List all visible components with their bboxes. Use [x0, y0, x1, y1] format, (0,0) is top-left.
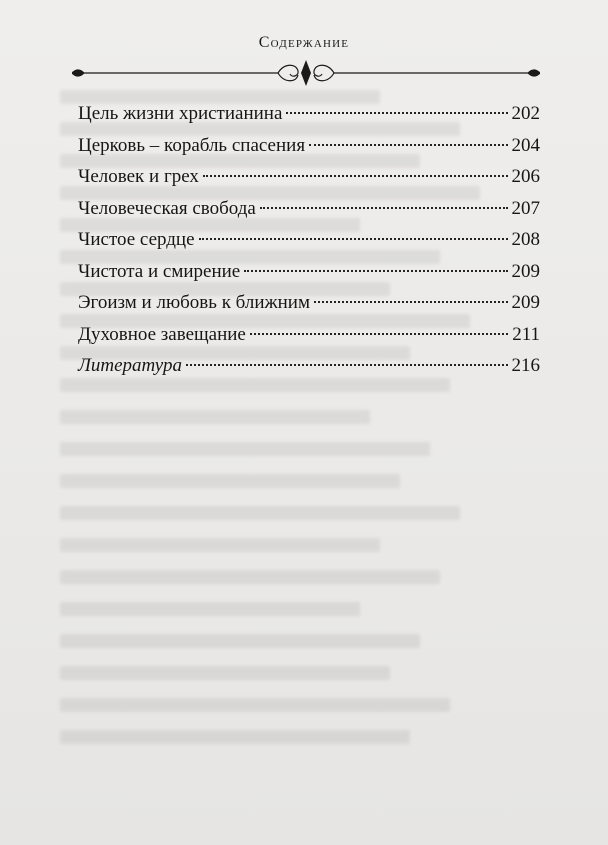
ornamental-divider-icon: [72, 58, 540, 88]
toc-entry-page: 209: [511, 292, 540, 313]
toc-entry[interactable]: [78, 98, 540, 130]
table-of-contents: [78, 98, 540, 382]
toc-entry-title: Человек и грех: [78, 166, 199, 187]
toc-entry[interactable]: [78, 350, 540, 382]
toc-leader-dots: [309, 144, 507, 146]
toc-entry-title: Эгоизм и любовь к ближним: [78, 292, 310, 313]
toc-entry-page: 204: [511, 134, 540, 156]
toc-entry-title: Чистота и смирение: [78, 260, 241, 282]
toc-leader-dots: [260, 207, 508, 209]
toc-entry-page: 207: [511, 197, 540, 219]
toc-entry-page: 211: [512, 323, 540, 345]
toc-entry-page: 202: [511, 103, 540, 124]
toc-entry-title: Литература: [78, 355, 182, 376]
toc-leader-dots: [186, 364, 508, 366]
toc-entry[interactable]: [78, 287, 540, 319]
toc-leader-dots: [203, 175, 508, 177]
page-header: Содержание: [258, 34, 350, 51]
toc-entry-page: 209: [511, 260, 540, 282]
toc-entry[interactable]: [78, 161, 540, 193]
toc-leader-dots: [250, 333, 508, 335]
toc-leader-dots: [286, 112, 507, 114]
toc-entry-title: Чистое сердце: [78, 229, 195, 250]
toc-leader-dots: [244, 270, 507, 272]
toc-entry-page: 216: [511, 355, 540, 376]
toc-entry-title: Духовное завещание: [78, 323, 246, 345]
toc-entry-title: Цель жизни христианина: [78, 103, 283, 124]
toc-entry[interactable]: [78, 319, 540, 351]
toc-entry-page: 206: [511, 166, 540, 187]
toc-entry-page: 208: [511, 229, 540, 250]
toc-entry-title: Человеческая свобода: [78, 197, 256, 219]
toc-leader-dots: [314, 301, 508, 303]
toc-entry[interactable]: [78, 130, 540, 162]
toc-entry[interactable]: [78, 224, 540, 256]
toc-entry-title: Церковь – корабль спасения: [78, 134, 306, 156]
toc-entry[interactable]: [78, 193, 540, 225]
toc-leader-dots: [199, 238, 508, 240]
toc-entry[interactable]: [78, 256, 540, 288]
